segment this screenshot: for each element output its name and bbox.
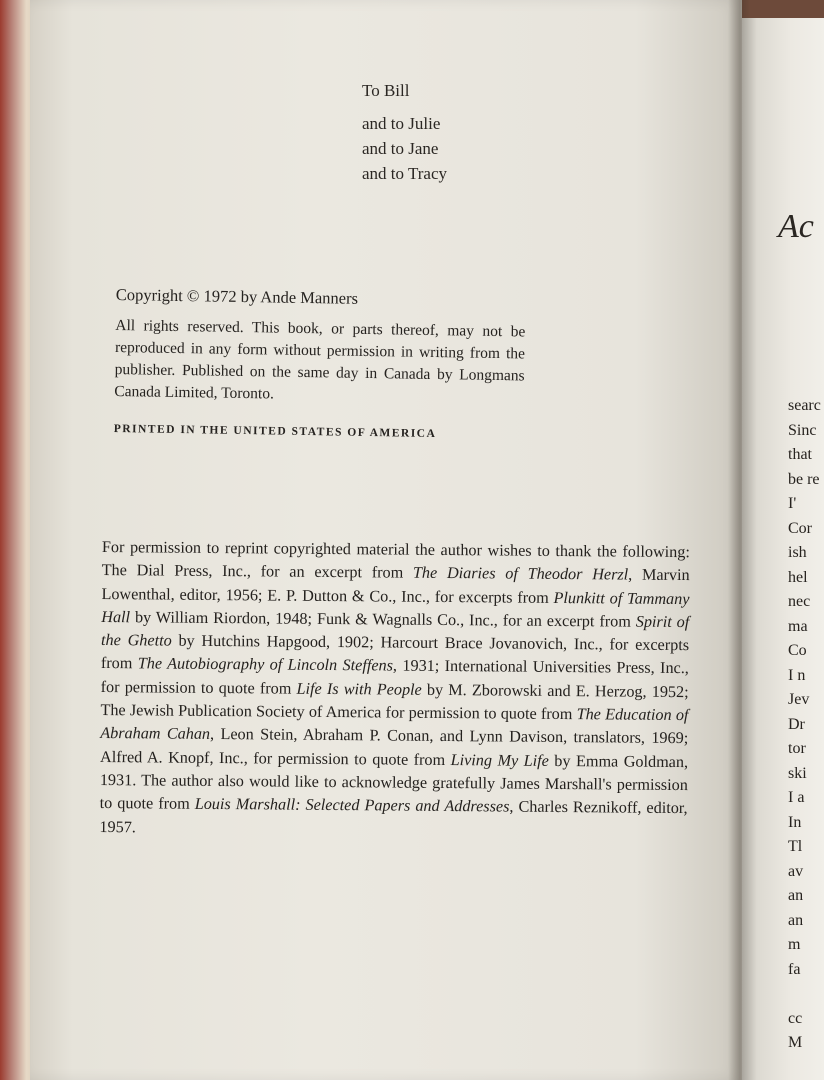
line-fragment: I a — [788, 789, 805, 806]
line-fragment: m — [788, 936, 801, 953]
line-fragment: cc — [788, 1009, 803, 1027]
line-fragment: Tl — [788, 838, 803, 855]
line-fragment: an — [788, 887, 804, 904]
dedication-line: and to Julie — [362, 114, 441, 133]
line-fragment: tor — [788, 740, 806, 757]
permission-text: by William Riordon, 1948; Funk & Wagnalls Co., Inc., for an excerpt from — [129, 608, 636, 631]
book-title: Living My Life — [450, 750, 549, 770]
book-title: Life Is with People — [296, 679, 422, 699]
dedication-line: and to Tracy — [362, 164, 447, 183]
book-title: The Education of Abraham Cahan — [100, 705, 689, 744]
dedication — [362, 78, 562, 186]
dedication-line: To Bill — [362, 81, 410, 100]
line-fragment: ma — [788, 617, 808, 635]
chapter-heading-fragment: Ac — [778, 208, 814, 245]
line-fragment: searc — [788, 397, 821, 414]
book-title: The Autobiography of Lincoln Steffens — [137, 654, 394, 676]
book-title: Louis Marshall: Selected Papers and Addresses — [194, 795, 510, 816]
permission-text: , Marvin Lowenthal, editor, 1956; E. P. Dutton & Co., Inc., for excerpts from — [101, 565, 690, 607]
line-fragment: ski — [788, 764, 807, 782]
line-fragment: fa — [788, 960, 801, 978]
line-fragment: Cor — [788, 519, 812, 537]
line-fragment: nec — [788, 593, 811, 610]
book-title: The Diaries of Theodor Herzl — [412, 564, 629, 584]
copyright-notice: Copyright © 1972 by Ande Manners — [115, 285, 359, 308]
permissions-paragraph — [99, 536, 690, 844]
permission-text: by Hutchins Hapgood, 1902; Harcourt Brace Jovanovich, Inc., for excerpts from — [100, 631, 690, 673]
line-fragment: be re — [788, 470, 820, 488]
line-fragment: I n — [788, 666, 806, 684]
line-fragment: Sinc — [788, 421, 817, 439]
right-page-text-fragments — [788, 394, 824, 1056]
line-fragment: I' — [788, 495, 797, 512]
dedication-line: and to Jane — [362, 139, 439, 158]
permission-text: , Charles Reznikoff, editor, 1957. — [99, 797, 688, 836]
book-title: Spirit of the Ghetto — [101, 612, 690, 650]
line-fragment: hel — [788, 568, 808, 586]
book-title: Plunkitt of Tammany Hall — [101, 588, 690, 627]
permission-text: by M. Zborowski and E. Herzog, 1952; The Jewish Publication Society of America for permission to quote from — [100, 680, 689, 724]
line-fragment: av — [788, 862, 804, 880]
right-page — [742, 18, 824, 1080]
line-fragment — [788, 982, 824, 1007]
line-fragment: Co — [788, 642, 807, 659]
line-fragment: an — [788, 911, 804, 929]
permission-text: , 1931; International Universities Press, Inc., for permission to quote from — [100, 657, 689, 698]
copyright-block — [114, 285, 526, 441]
line-fragment: M — [788, 1034, 803, 1051]
line-fragment: ish — [788, 544, 807, 561]
permission-text: , Leon Stein, Abraham P. Conan, and Lynn Davison, translators, 1969; Alfred A. Knopf, Inc., for permission to quote from — [99, 725, 689, 769]
printed-in-line: PRINTED IN THE UNITED STATES OF AMERICA — [113, 422, 437, 441]
rights-reserved-text: All rights reserved. This book, or parts thereof, may not be reproduced in any form without permission in writing from the publisher. Published on the same day in Canada by Longmans Canada Limited, Toronto. — [114, 316, 526, 403]
permission-text: For permission to reprint copyrighted material the author wishes to thank the following: The Dial Press, Inc., for an excerpt from — [101, 537, 690, 583]
line-fragment: Jev — [788, 691, 810, 708]
line-fragment: In — [788, 813, 802, 831]
line-fragment: Dr — [788, 715, 805, 733]
line-fragment: that — [788, 446, 812, 463]
permission-text: by Emma Goldman, 1931. The author also would like to acknowledge gratefully James Marshall's permission to quote from — [99, 751, 689, 814]
